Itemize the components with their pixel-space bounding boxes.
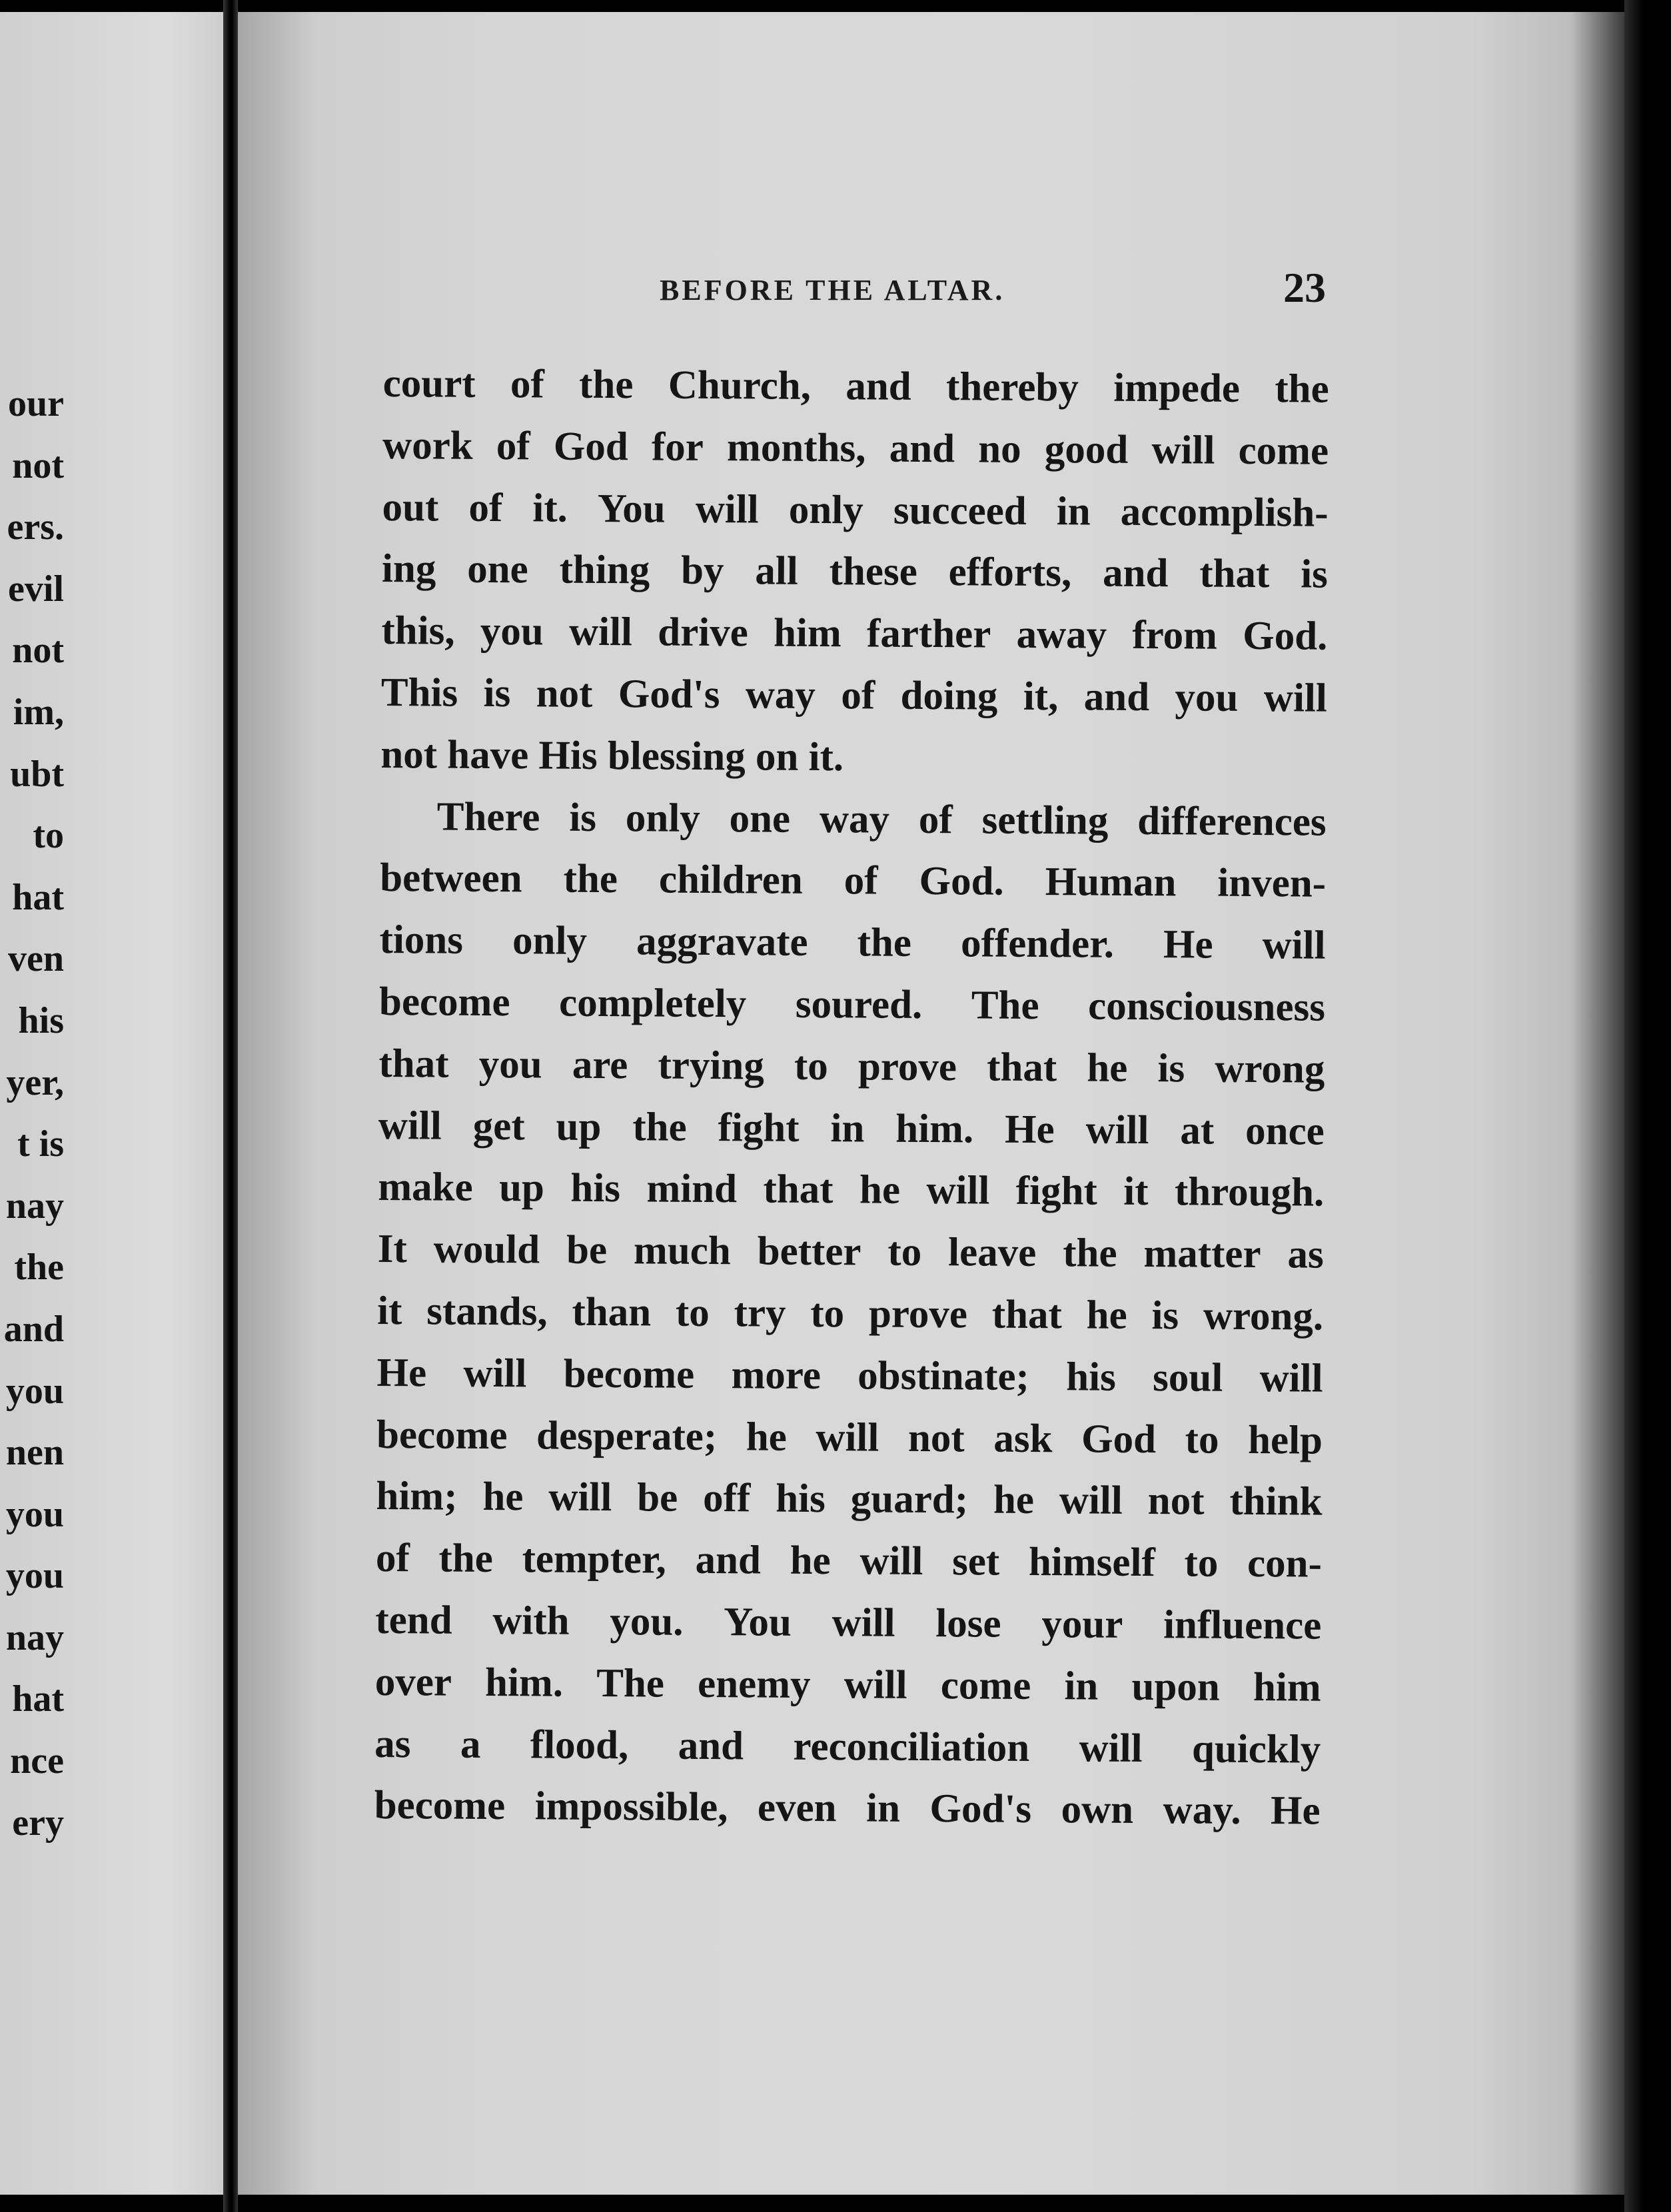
word: him. [484, 1660, 564, 1706]
scan-border-right [1624, 0, 1671, 2212]
word: it, [1023, 674, 1059, 720]
text-line [376, 1404, 1323, 1472]
word: become [374, 1783, 506, 1829]
left-page-line-ending: to [33, 815, 64, 857]
word: it [377, 1288, 402, 1334]
word: the [857, 920, 912, 966]
word: would [433, 1227, 540, 1273]
word: become [563, 1351, 695, 1397]
word: ask [993, 1416, 1053, 1461]
word: prove [857, 1044, 957, 1090]
word: leave [947, 1230, 1037, 1276]
word: and [678, 1723, 744, 1768]
left-page-line-ending: ery [12, 1802, 64, 1844]
word: enemy [697, 1661, 811, 1707]
word: think [1229, 1479, 1323, 1524]
word: The [596, 1660, 665, 1706]
word: way. [1163, 1788, 1241, 1834]
left-page-line-ending: t is [17, 1123, 64, 1165]
word: quickly [1191, 1726, 1321, 1772]
word: you. [610, 1599, 684, 1644]
text-line [380, 786, 1327, 853]
text-line [376, 1528, 1323, 1595]
word: is [1157, 1045, 1185, 1091]
word: a [460, 1722, 481, 1767]
word: be [637, 1475, 678, 1521]
word: only [788, 487, 863, 533]
word: is [483, 670, 511, 716]
word: him [773, 610, 841, 656]
word: offender. [960, 921, 1115, 967]
word: in [830, 1105, 865, 1151]
word: over [374, 1659, 452, 1705]
left-page-line-ending: his [18, 999, 64, 1041]
word: only [512, 918, 588, 964]
word: between [379, 855, 522, 901]
word: become [376, 1412, 508, 1458]
word: will [843, 1662, 907, 1708]
word: he [1087, 1045, 1128, 1091]
word: are [572, 1042, 628, 1088]
word: his [1065, 1355, 1117, 1400]
left-page-line-ending: not [12, 444, 64, 486]
word: months, [726, 424, 866, 471]
left-page-line-ending: evil [8, 568, 64, 610]
word: he [1086, 1293, 1127, 1338]
word: stands, [426, 1289, 548, 1335]
word: You [597, 486, 666, 532]
word: own [1061, 1787, 1134, 1833]
text-line [379, 909, 1326, 977]
word: it [1123, 1169, 1149, 1215]
word: come [1238, 428, 1329, 474]
word: wrong [1215, 1046, 1325, 1092]
text-line: not have His blessing on it. [380, 732, 844, 780]
page-header [660, 263, 1326, 316]
word: that [378, 1041, 449, 1087]
word: children [658, 857, 803, 903]
word: will [1259, 1355, 1323, 1401]
word: to [1185, 1416, 1219, 1462]
word: it. [532, 485, 568, 531]
word: the [1275, 366, 1329, 412]
text-line [382, 538, 1329, 606]
word: reconciliation [793, 1724, 1030, 1770]
word: through. [1174, 1169, 1325, 1216]
word: Church, [668, 362, 812, 408]
word: accomplish- [1120, 489, 1329, 536]
word: will [816, 1414, 879, 1460]
word: guard; [850, 1476, 969, 1522]
text-line [378, 1095, 1325, 1163]
word: obstinate; [857, 1353, 1030, 1399]
left-page-line-ending: nce [10, 1740, 64, 1782]
word: one [729, 796, 791, 841]
left-page-line-ending: nay [5, 1185, 64, 1227]
word: by [680, 548, 724, 594]
left-page-line-ending: the [14, 1247, 64, 1289]
word: he [482, 1474, 524, 1520]
word: He [1163, 922, 1213, 967]
word: God [553, 424, 628, 470]
running-head: BEFORE THE ALTAR. [660, 274, 1005, 306]
word: from [1132, 613, 1218, 658]
page-number: 23 [1283, 264, 1326, 311]
word: you [1175, 675, 1239, 720]
word: at [1180, 1107, 1215, 1153]
word: You [724, 1600, 792, 1645]
word: will [832, 1600, 895, 1646]
word: succeed [893, 488, 1027, 534]
word: in [865, 1786, 901, 1832]
word: he [746, 1414, 788, 1460]
word: will [1263, 676, 1328, 721]
text-line [381, 662, 1328, 730]
word: completely [558, 980, 747, 1027]
text-line [381, 600, 1328, 668]
word: fight [718, 1105, 800, 1151]
word: he [790, 1538, 831, 1584]
word: and [1083, 674, 1150, 720]
word: get [472, 1103, 525, 1149]
word: the [632, 1104, 687, 1150]
word: to [887, 1229, 922, 1275]
word: that [1199, 551, 1270, 597]
gutter-shadow [238, 0, 318, 2212]
word: all [755, 548, 798, 594]
word: he [993, 1477, 1035, 1523]
word: make [378, 1165, 473, 1211]
word: not [907, 1415, 965, 1460]
word: soul [1152, 1355, 1223, 1400]
word: God's [618, 672, 720, 718]
word: God. [1243, 614, 1328, 659]
word: his [776, 1476, 826, 1522]
word: flood, [530, 1722, 629, 1768]
word: will [1059, 1478, 1123, 1524]
word: in [1056, 488, 1091, 534]
word: wrong. [1203, 1293, 1324, 1339]
text-line [374, 1775, 1321, 1842]
word: way [745, 672, 816, 718]
word: only [625, 795, 700, 841]
word: these [829, 549, 917, 595]
word: and [845, 364, 911, 409]
word: up [556, 1104, 602, 1149]
word: God [1081, 1416, 1157, 1462]
word: you [478, 1041, 542, 1087]
word: that [991, 1292, 1063, 1338]
word: tempter, [522, 1536, 667, 1582]
word: not [536, 671, 593, 716]
word: as [1287, 1232, 1324, 1277]
word: aggravate [636, 919, 808, 965]
word: and [889, 426, 955, 472]
word: good [1044, 426, 1129, 472]
text-line [376, 1343, 1323, 1410]
left-page-line-ending: ubt [10, 753, 64, 795]
word: even [757, 1785, 837, 1831]
word: of [375, 1536, 410, 1581]
left-page-line-ending: ers. [7, 506, 64, 548]
word: of [843, 858, 878, 903]
word: of [918, 797, 953, 842]
left-page-line-ending: ven [8, 938, 64, 980]
word: tend [375, 1597, 452, 1643]
left-page-line-ending: our [8, 383, 64, 424]
word: consciousness [1087, 983, 1326, 1030]
word: tions [379, 917, 464, 963]
word: will [695, 486, 759, 532]
word: and [1102, 550, 1169, 596]
left-page-line-ending: im, [13, 691, 64, 733]
word: soured. [795, 981, 923, 1027]
text-line [380, 847, 1327, 915]
book-gutter [223, 0, 238, 2212]
word: better [757, 1229, 861, 1275]
word: that [986, 1045, 1057, 1090]
word: will [1151, 427, 1215, 473]
word: Human [1045, 859, 1177, 905]
word: is [1301, 552, 1329, 598]
word: no [978, 426, 1021, 472]
word: in [1064, 1664, 1099, 1709]
word: He [376, 1350, 427, 1396]
word: way [819, 796, 890, 842]
word: to [675, 1290, 710, 1335]
word: The [971, 983, 1039, 1029]
word: and [695, 1538, 762, 1583]
word: his [570, 1166, 621, 1211]
left-page-line-ending: you [5, 1555, 64, 1597]
left-page-line-ending: yer, [6, 1061, 64, 1103]
word: desperate; [536, 1412, 718, 1459]
word: more [731, 1352, 822, 1398]
word: for [651, 424, 704, 470]
word: try [734, 1291, 786, 1336]
word: prove [868, 1291, 968, 1337]
word: himself [1028, 1540, 1155, 1586]
word: will [378, 1103, 442, 1149]
word: the [578, 362, 634, 408]
word: God's [929, 1786, 1032, 1832]
word: This [380, 670, 458, 716]
text-line [378, 1157, 1325, 1224]
word: differences [1137, 798, 1327, 845]
word: is [569, 795, 597, 840]
word: he [859, 1167, 901, 1213]
word: the [563, 857, 618, 902]
word: of [510, 362, 545, 407]
word: as [374, 1721, 411, 1766]
left-page-line-ending: hat [12, 1678, 64, 1720]
word: will [463, 1351, 527, 1396]
left-page-line-ending: you [5, 1370, 64, 1412]
word: mind [646, 1166, 738, 1212]
word: will [568, 609, 633, 655]
word: come [940, 1662, 1031, 1708]
word: will [548, 1474, 612, 1520]
word: con- [1247, 1541, 1323, 1586]
word: away [1016, 612, 1107, 658]
word: your [1041, 1602, 1123, 1647]
text-line [375, 1652, 1322, 1719]
word: help [1247, 1417, 1323, 1463]
word: efforts, [948, 550, 1072, 596]
word: is [1151, 1293, 1179, 1339]
word: work [382, 422, 473, 468]
word: be [566, 1227, 608, 1273]
word: will [859, 1538, 923, 1584]
text-line [379, 971, 1326, 1039]
word: It [377, 1227, 408, 1272]
word: of [468, 485, 503, 530]
word: off [702, 1476, 751, 1521]
left-page-line-ending: hat [12, 876, 64, 918]
word: him. [895, 1106, 974, 1151]
word: the [1063, 1231, 1117, 1276]
word: him [1253, 1664, 1321, 1710]
word: God. [919, 859, 1004, 905]
word: him; [376, 1474, 458, 1520]
word: one [467, 547, 528, 592]
word: settling [981, 798, 1109, 843]
word: once [1245, 1108, 1325, 1154]
word: impede [1113, 365, 1241, 411]
left-page-line-ending: nay [5, 1616, 64, 1658]
word: to [810, 1291, 845, 1337]
word: than [572, 1289, 652, 1335]
word: not [1147, 1478, 1205, 1524]
word: influence [1163, 1602, 1322, 1648]
word: thing [559, 548, 650, 593]
word: of [496, 423, 530, 469]
word: ing [381, 546, 436, 592]
word: you [480, 609, 544, 654]
word: will [1262, 923, 1326, 968]
word: will [1079, 1725, 1143, 1771]
word: There [436, 794, 540, 840]
word: He [1270, 1788, 1321, 1834]
left-page-line-ending: not [12, 630, 64, 672]
left-page-fragment [0, 373, 64, 1854]
text-line [382, 353, 1329, 420]
word: impossible, [534, 1784, 728, 1830]
body-text [374, 353, 1329, 1843]
word: become [378, 979, 510, 1025]
word: farther [866, 611, 991, 657]
word: will [1085, 1107, 1149, 1153]
word: thereby [945, 364, 1079, 410]
word: matter [1143, 1231, 1261, 1277]
word: out [382, 484, 439, 530]
word: court [382, 360, 476, 406]
text-line [374, 1713, 1321, 1780]
word: drive [658, 610, 749, 656]
text-line [382, 477, 1329, 544]
word: much [633, 1228, 731, 1274]
word: of [841, 673, 875, 718]
word: upon [1131, 1664, 1221, 1710]
word: set [951, 1539, 1000, 1584]
word: He [1004, 1107, 1055, 1152]
text-line [382, 415, 1329, 482]
left-page-line-ending: and [3, 1308, 64, 1350]
word: this, [381, 608, 455, 654]
text-line [378, 1033, 1325, 1101]
text-line [377, 1219, 1324, 1286]
text-line [375, 1590, 1322, 1657]
word: trying [658, 1043, 765, 1089]
word: lose [935, 1601, 1001, 1646]
word: up [498, 1165, 545, 1211]
word: will [926, 1168, 990, 1213]
text-line [377, 1281, 1324, 1348]
word: the [438, 1536, 494, 1582]
word: inven- [1217, 861, 1327, 907]
word: fight [1015, 1169, 1098, 1214]
left-page-line-ending: you [5, 1493, 64, 1535]
text-line [376, 1466, 1323, 1533]
word: that [763, 1167, 834, 1213]
word: doing [900, 673, 998, 719]
word: to [1184, 1540, 1219, 1586]
word: to [794, 1043, 829, 1089]
left-page-line-ending: nen [5, 1432, 64, 1474]
word: with [492, 1598, 570, 1644]
